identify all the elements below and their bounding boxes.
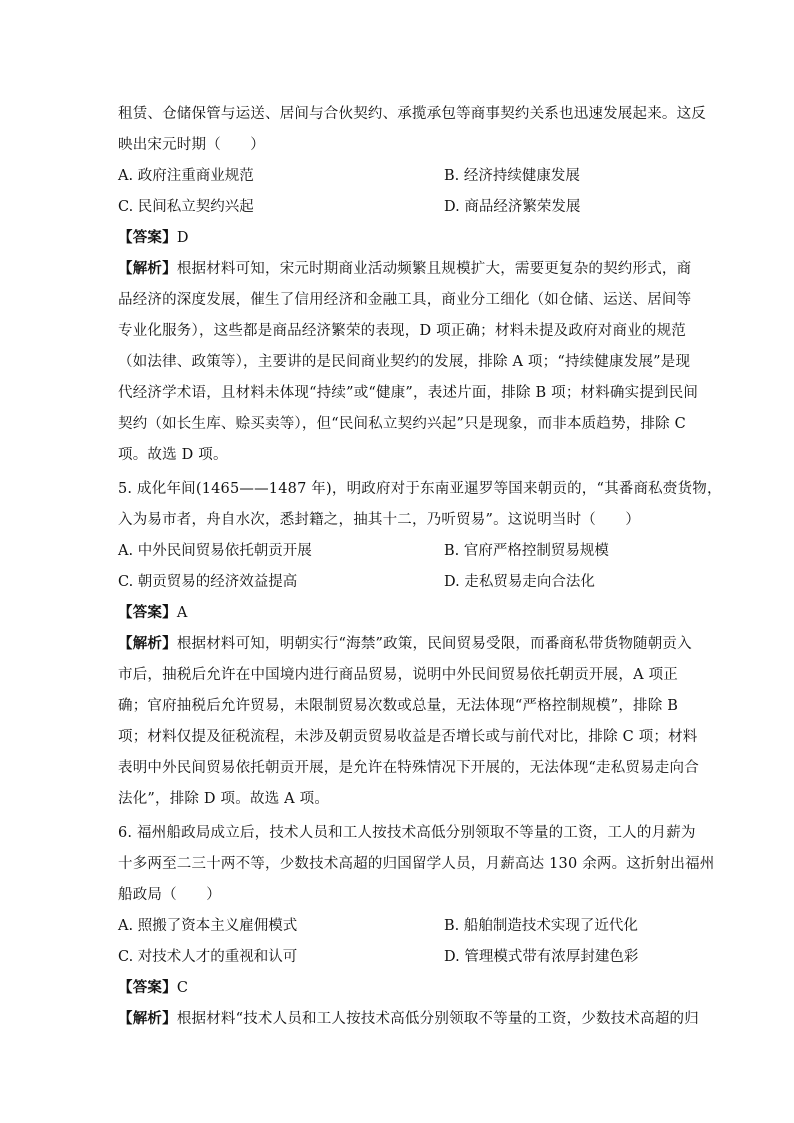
q5-analysis-line-4: 项；材料仅提及征税流程，未涉及朝贡贸易收益是否增长或与前代对比，排除 C 项；材料 (118, 729, 698, 745)
q5-analysis-line-5: 表明中外民间贸易依托朝贡开展，是允许在特殊情况下开展的，无法体现“走私贸易走向合 (118, 760, 699, 776)
q5-analysis-tag: 【解析】 (118, 635, 177, 652)
q4-option-b: B. 经济持续健康发展 (444, 168, 580, 184)
q6-option-a: A. 照搬了资本主义雇佣模式 (118, 918, 298, 934)
q6-analysis-tag: 【解析】 (118, 1010, 177, 1027)
q5-stem-line-1: 5. 成化年间(1465——1487 年)，明政府对于东南亚暹罗等国来朝贡的，“其番商私赍货物， (118, 481, 722, 497)
q6-analysis-text-1: 根据材料“技术人员和工人按技术高低分别领取不等量的工资，少数技术高超的归 (176, 1011, 699, 1027)
q4-analysis-line-3: 专业化服务），这些都是商品经济繁荣的表现，D 项正确；材料未提及政府对商业的规范 (118, 323, 686, 339)
q5-option-b: B. 官府严格控制贸易规模 (444, 543, 609, 559)
q4-analysis-text-1: 根据材料可知，宋元时期商业活动频繁且规模扩大，需要更复杂的契约形式，商 (176, 261, 692, 277)
q5-option-a: A. 中外民间贸易依托朝贡开展 (118, 543, 312, 559)
q4-stem-line-1: 租赁、仓储保管与运送、居间与合伙契约、承揽承包等商事契约关系也迅速发展起来。这反 (118, 106, 706, 122)
q4-option-a: A. 政府注重商业规范 (118, 168, 254, 184)
q5-analysis-line-1 (118, 632, 692, 653)
q5-analysis-line-3: 确；官府抽税后允许贸易，未限制贸易次数或总量，无法体现“严格控制规模”，排除 B (118, 698, 679, 714)
q5-option-d: D. 走私贸易走向合法化 (444, 574, 595, 590)
q4-analysis-line-7: 项。故选 D 项。 (118, 447, 228, 463)
q4-analysis-line-1 (118, 257, 692, 278)
q6-stem-line-2: 十多两至二三十两不等，少数技术高超的归国留学人员，月薪高达 130 余两。这折射出福州 (118, 856, 715, 872)
q5-answer-value: A (176, 605, 188, 621)
q6-answer-tag: 【答案】 (118, 979, 177, 996)
q6-analysis-line-1 (118, 1007, 699, 1028)
q6-option-d: D. 管理模式带有浓厚封建色彩 (444, 949, 639, 965)
q6-stem-line-3: 船政局（ ） (118, 887, 221, 903)
q4-analysis-line-4: （如法律、政策等），主要讲的是民间商业契约的发展，排除 A 项；“持续健康发展”是现 (118, 354, 691, 370)
q4-analysis-tag: 【解析】 (118, 260, 177, 277)
q4-answer-tag: 【答案】 (118, 229, 177, 246)
q4-option-c: C. 民间私立契约兴起 (118, 199, 254, 215)
q5-analysis-text-1: 根据材料可知，明朝实行“海禁”政策，民间贸易受限，而番商私带货物随朝贡入 (176, 636, 692, 652)
q6-option-c: C. 对技术人才的重视和认可 (118, 949, 298, 965)
q5-option-c: C. 朝贡贸易的经济效益提高 (118, 574, 298, 590)
q6-option-b: B. 船舶制造技术实现了近代化 (444, 918, 638, 934)
q4-analysis-line-6: 契约（如长生库、赊买卖等），但“民间私立契约兴起”只是现象，而非本质趋势，排除 C (118, 416, 686, 432)
q4-answer-value: D (176, 230, 189, 246)
q4-option-d: D. 商品经济繁荣发展 (444, 199, 581, 215)
q5-answer-tag: 【答案】 (118, 604, 177, 621)
q5-analysis-line-2: 市后，抽税后允许在中国境内进行商品贸易，说明中外民间贸易依托朝贡开展，A 项正 (118, 667, 678, 683)
q6-stem-line-1: 6. 福州船政局成立后，技术人员和工人按技术高低分别领取不等量的工资，工人的月薪为 (118, 825, 696, 841)
q5-answer (118, 601, 187, 622)
q4-stem-line-2: 映出宋元时期（ ） (118, 137, 265, 153)
q4-analysis-line-2: 品经济的深度发展，催生了信用经济和金融工具，商业分工细化（如仓储、运送、居间等 (118, 292, 692, 308)
q5-analysis-line-6: 法化”，排除 D 项。故选 A 项。 (118, 791, 330, 807)
q6-answer-value: C (176, 980, 189, 996)
q4-answer (118, 226, 189, 247)
q5-stem-line-2: 入为易市者，舟自水次，悉封籍之，抽其十二，乃听贸易”。这说明当时（ ） (118, 512, 641, 528)
q4-analysis-line-5: 代经济学术语，且材料未体现“持续”或“健康”，表述片面，排除 B 项；材料确实提到民间 (118, 385, 699, 401)
q6-answer (118, 976, 188, 997)
